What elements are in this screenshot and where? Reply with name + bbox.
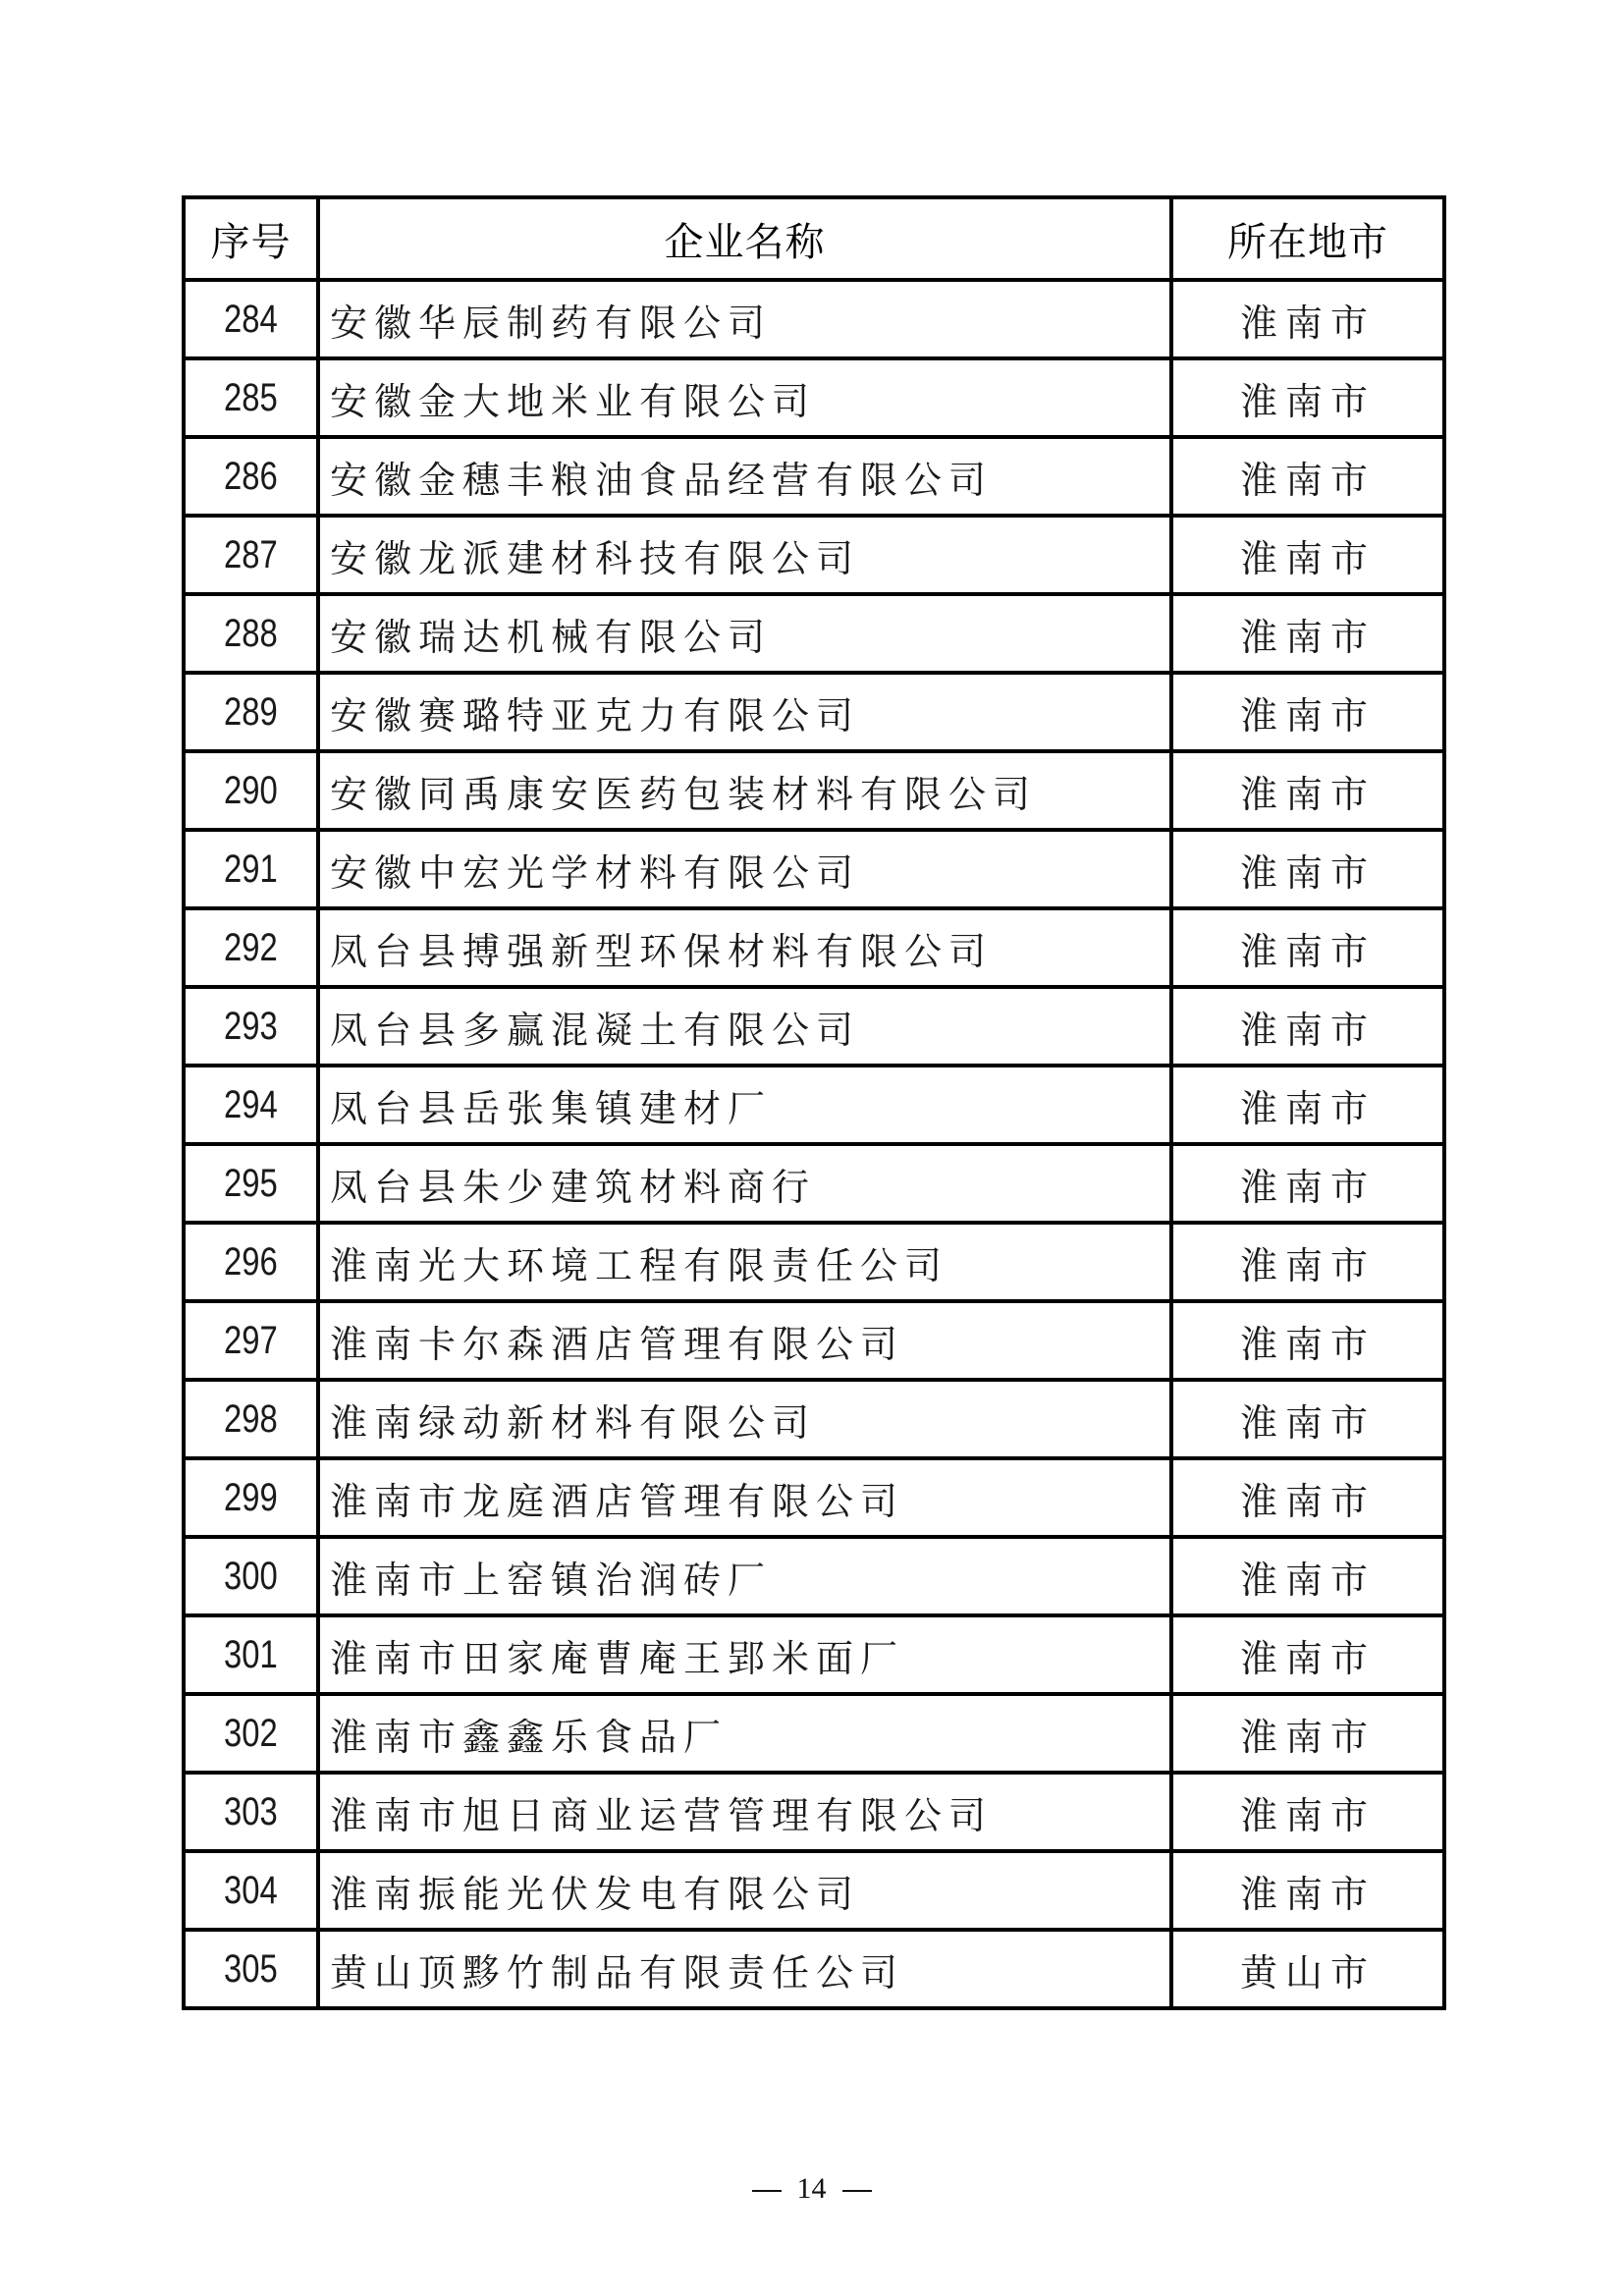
row-index: 301 [224, 1632, 278, 1676]
table-row [184, 358, 1444, 437]
row-city: 淮南市 [1171, 280, 1444, 358]
row-index-cell [184, 280, 318, 358]
row-index-cell [184, 1694, 318, 1773]
table-header-row [184, 197, 1444, 280]
row-city: 淮南市 [1171, 358, 1444, 437]
row-index-cell [184, 673, 318, 751]
row-index: 289 [224, 689, 278, 734]
row-index-cell [184, 437, 318, 516]
row-city: 淮南市 [1171, 1380, 1444, 1458]
row-city: 淮南市 [1171, 1144, 1444, 1223]
row-company-name: 黄山顶黟竹制品有限责任公司 [318, 1930, 1171, 2008]
row-index-cell [184, 1930, 318, 2008]
row-index-cell [184, 1223, 318, 1301]
row-index: 294 [224, 1082, 278, 1126]
row-city: 淮南市 [1171, 1615, 1444, 1694]
row-index: 292 [224, 925, 278, 969]
row-company-name: 淮南光大环境工程有限责任公司 [318, 1223, 1171, 1301]
row-company-name: 淮南市鑫鑫乐食品厂 [318, 1694, 1171, 1773]
row-index-cell [184, 1144, 318, 1223]
row-index-cell [184, 1458, 318, 1537]
row-index-cell [184, 1851, 318, 1930]
row-city: 淮南市 [1171, 751, 1444, 830]
enterprise-table [182, 195, 1446, 2010]
row-city: 淮南市 [1171, 516, 1444, 594]
row-index: 287 [224, 532, 278, 576]
row-index: 303 [224, 1789, 278, 1833]
table-row [184, 516, 1444, 594]
row-index-cell [184, 987, 318, 1066]
row-index: 293 [224, 1004, 278, 1048]
row-company-name: 安徽金穗丰粮油食品经营有限公司 [318, 437, 1171, 516]
row-index-cell [184, 830, 318, 908]
row-index-cell [184, 1773, 318, 1851]
row-index-cell [184, 1615, 318, 1694]
row-company-name: 安徽中宏光学材料有限公司 [318, 830, 1171, 908]
row-index: 284 [224, 297, 278, 341]
row-index: 288 [224, 611, 278, 655]
table-row [184, 1615, 1444, 1694]
row-company-name: 凤台县岳张集镇建材厂 [318, 1066, 1171, 1144]
table-row [184, 1773, 1444, 1851]
table-row [184, 1537, 1444, 1615]
table-row [184, 1223, 1444, 1301]
page-number: 14 [796, 2172, 827, 2205]
header-index: 序号 [184, 197, 318, 280]
row-company-name: 安徽龙派建材科技有限公司 [318, 516, 1171, 594]
row-company-name: 安徽赛璐特亚克力有限公司 [318, 673, 1171, 751]
row-company-name: 凤台县搏强新型环保材料有限公司 [318, 908, 1171, 987]
row-index-cell [184, 358, 318, 437]
footer-dash-right [842, 2190, 872, 2192]
row-city: 淮南市 [1171, 1301, 1444, 1380]
row-index-cell [184, 1380, 318, 1458]
table-row [184, 1930, 1444, 2008]
row-index-cell [184, 751, 318, 830]
table-row [184, 1694, 1444, 1773]
row-company-name: 凤台县多赢混凝土有限公司 [318, 987, 1171, 1066]
row-company-name: 淮南振能光伏发电有限公司 [318, 1851, 1171, 1930]
row-company-name: 安徽瑞达机械有限公司 [318, 594, 1171, 673]
row-index: 291 [224, 847, 278, 891]
row-city: 淮南市 [1171, 1537, 1444, 1615]
row-index: 299 [224, 1475, 278, 1519]
row-company-name: 凤台县朱少建筑材料商行 [318, 1144, 1171, 1223]
table-body [184, 280, 1444, 2008]
table-row [184, 987, 1444, 1066]
row-index-cell [184, 908, 318, 987]
footer-dash-left [752, 2190, 782, 2192]
table-row [184, 908, 1444, 987]
row-index: 305 [224, 1946, 278, 1991]
header-city: 所在地市 [1171, 197, 1444, 280]
row-city: 淮南市 [1171, 594, 1444, 673]
row-index: 300 [224, 1554, 278, 1598]
row-company-name: 淮南市旭日商业运营管理有限公司 [318, 1773, 1171, 1851]
row-city: 淮南市 [1171, 1066, 1444, 1144]
row-index: 285 [224, 375, 278, 419]
table-row [184, 594, 1444, 673]
row-index: 298 [224, 1396, 278, 1441]
table-row [184, 751, 1444, 830]
row-index: 296 [224, 1239, 278, 1284]
row-city: 淮南市 [1171, 1851, 1444, 1930]
row-index-cell [184, 594, 318, 673]
row-city: 淮南市 [1171, 1458, 1444, 1537]
row-city: 淮南市 [1171, 1223, 1444, 1301]
row-company-name: 安徽华辰制药有限公司 [318, 280, 1171, 358]
table-row [184, 1066, 1444, 1144]
row-company-name: 淮南市龙庭酒店管理有限公司 [318, 1458, 1171, 1537]
table-row [184, 280, 1444, 358]
table-row [184, 437, 1444, 516]
row-city: 黄山市 [1171, 1930, 1444, 2008]
row-index: 286 [224, 454, 278, 498]
page-footer [0, 2172, 1623, 2206]
table-row [184, 1458, 1444, 1537]
row-company-name: 淮南卡尔森酒店管理有限公司 [318, 1301, 1171, 1380]
row-city: 淮南市 [1171, 673, 1444, 751]
row-index-cell [184, 1537, 318, 1615]
row-index-cell [184, 1301, 318, 1380]
row-index: 297 [224, 1318, 278, 1362]
row-city: 淮南市 [1171, 908, 1444, 987]
row-company-name: 安徽金大地米业有限公司 [318, 358, 1171, 437]
row-company-name: 安徽同禹康安医药包装材料有限公司 [318, 751, 1171, 830]
row-index-cell [184, 516, 318, 594]
table-row [184, 1301, 1444, 1380]
row-company-name: 淮南绿动新材料有限公司 [318, 1380, 1171, 1458]
row-index: 304 [224, 1868, 278, 1912]
row-city: 淮南市 [1171, 987, 1444, 1066]
table-row [184, 1851, 1444, 1930]
table-row [184, 1144, 1444, 1223]
row-company-name: 淮南市田家庵曹庵王郢米面厂 [318, 1615, 1171, 1694]
table-row [184, 1380, 1444, 1458]
row-index: 302 [224, 1711, 278, 1755]
row-index: 290 [224, 768, 278, 812]
row-index-cell [184, 1066, 318, 1144]
row-city: 淮南市 [1171, 437, 1444, 516]
row-city: 淮南市 [1171, 1773, 1444, 1851]
row-index: 295 [224, 1161, 278, 1205]
row-city: 淮南市 [1171, 1694, 1444, 1773]
header-company: 企业名称 [318, 197, 1171, 280]
table-row [184, 830, 1444, 908]
row-city: 淮南市 [1171, 830, 1444, 908]
row-company-name: 淮南市上窑镇治润砖厂 [318, 1537, 1171, 1615]
table-row [184, 673, 1444, 751]
